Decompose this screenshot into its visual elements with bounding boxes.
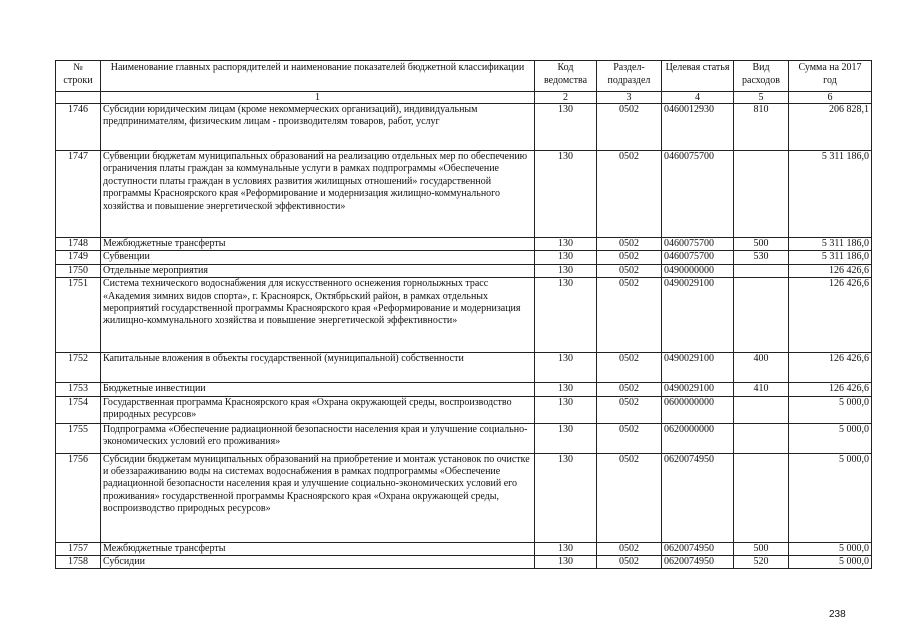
row-section: 0502 bbox=[597, 423, 662, 453]
row-target-article: 0490029100 bbox=[662, 353, 734, 383]
row-expense-type bbox=[734, 396, 789, 423]
row-number: 1757 bbox=[56, 542, 101, 555]
column-number-3: 3 bbox=[597, 92, 662, 104]
row-name: Бюджетные инвестиции bbox=[101, 383, 535, 396]
column-number-1: 1 bbox=[101, 92, 535, 104]
header-amount: Сумма на 2017 год bbox=[789, 61, 872, 92]
column-number-empty bbox=[56, 92, 101, 104]
row-section: 0502 bbox=[597, 396, 662, 423]
table-row bbox=[56, 251, 872, 264]
row-amount: 5 000,0 bbox=[789, 453, 872, 542]
row-name: Государственная программа Красноярского края «Охрана окружающей среды, воспроизводство природных ресурсов» bbox=[101, 396, 535, 423]
row-expense-type bbox=[734, 151, 789, 238]
header-department-code: Код ведомства bbox=[535, 61, 597, 92]
row-section: 0502 bbox=[597, 104, 662, 151]
row-amount: 5 311 186,0 bbox=[789, 251, 872, 264]
table-row bbox=[56, 423, 872, 453]
row-expense-type bbox=[734, 264, 789, 277]
row-department-code: 130 bbox=[535, 251, 597, 264]
row-name: Субсидии бюджетам муниципальных образований на приобретение и монтаж установок по очистке и обеззараживанию воды на системах водоснабжения в рамках подпрограммы «Обеспечение радиационной безопасности населения края и улучшение социально-экономических условий его проживания» государственной программы Красноярского края «Охрана окружающей среды, воспроизводство природных ресурсов» bbox=[101, 453, 535, 542]
header-row-number: № строки bbox=[56, 61, 101, 92]
header-target-article: Целевая статья bbox=[662, 61, 734, 92]
row-department-code: 130 bbox=[535, 423, 597, 453]
row-amount: 126 426,6 bbox=[789, 278, 872, 353]
table-row bbox=[56, 542, 872, 555]
row-number: 1749 bbox=[56, 251, 101, 264]
row-number: 1751 bbox=[56, 278, 101, 353]
row-target-article: 0460075700 bbox=[662, 151, 734, 238]
row-amount: 126 426,6 bbox=[789, 353, 872, 383]
row-target-article: 0620074950 bbox=[662, 542, 734, 555]
table-row bbox=[56, 151, 872, 238]
row-section: 0502 bbox=[597, 542, 662, 555]
table-body bbox=[56, 104, 872, 569]
column-number-2: 2 bbox=[535, 92, 597, 104]
row-target-article: 0460075700 bbox=[662, 251, 734, 264]
row-name: Межбюджетные трансферты bbox=[101, 238, 535, 251]
table-row bbox=[56, 104, 872, 151]
row-amount: 5 311 186,0 bbox=[789, 238, 872, 251]
row-target-article: 0460075700 bbox=[662, 238, 734, 251]
row-amount: 5 000,0 bbox=[789, 396, 872, 423]
row-name: Система технического водоснабжения для искусственного оснежения горнолыжных трасс «Академия зимних видов спорта», г. Красноярск, Октябрьский район, в рамках отдельных мероприятий государственной программы Красноярского края «Реформирование и модернизация жилищно-коммунального хозяйства и повышение энергетической эффективности» bbox=[101, 278, 535, 353]
column-numbers-row bbox=[56, 92, 872, 104]
table-header bbox=[56, 61, 872, 104]
table-row bbox=[56, 383, 872, 396]
row-number: 1758 bbox=[56, 556, 101, 569]
row-target-article: 0620074950 bbox=[662, 556, 734, 569]
row-number: 1746 bbox=[56, 104, 101, 151]
row-number: 1755 bbox=[56, 423, 101, 453]
header-expense-type: Вид расходов bbox=[734, 61, 789, 92]
row-expense-type bbox=[734, 278, 789, 353]
column-number-5: 5 bbox=[734, 92, 789, 104]
table-row bbox=[56, 556, 872, 569]
row-name: Субвенции бюджетам муниципальных образований на реализацию отдельных мер по обеспечению ограничения платы граждан за коммунальные услуги в рамках подпрограммы «Обеспечение доступности платы граждан в условиях развития жилищных отношений» государственной программы Красноярского края «Реформирование и модернизация жилищно-коммунального хозяйства и повышение энергетической эффективности» bbox=[101, 151, 535, 238]
header-section: Раздел- подраздел bbox=[597, 61, 662, 92]
row-number: 1756 bbox=[56, 453, 101, 542]
table-row bbox=[56, 396, 872, 423]
row-amount: 5 311 186,0 bbox=[789, 151, 872, 238]
row-amount: 5 000,0 bbox=[789, 542, 872, 555]
row-target-article: 0460012930 bbox=[662, 104, 734, 151]
row-name: Межбюджетные трансферты bbox=[101, 542, 535, 555]
row-number: 1754 bbox=[56, 396, 101, 423]
row-amount: 126 426,6 bbox=[789, 383, 872, 396]
row-section: 0502 bbox=[597, 151, 662, 238]
row-amount: 206 828,1 bbox=[789, 104, 872, 151]
row-target-article: 0620074950 bbox=[662, 453, 734, 542]
row-number: 1747 bbox=[56, 151, 101, 238]
row-department-code: 130 bbox=[535, 396, 597, 423]
header-name: Наименование главных распорядителей и наименование показателей бюджетной классификации bbox=[101, 61, 535, 92]
row-department-code: 130 bbox=[535, 151, 597, 238]
page-number: 238 bbox=[829, 609, 846, 620]
row-number: 1753 bbox=[56, 383, 101, 396]
row-section: 0502 bbox=[597, 238, 662, 251]
row-section: 0502 bbox=[597, 353, 662, 383]
table-row bbox=[56, 453, 872, 542]
row-section: 0502 bbox=[597, 264, 662, 277]
row-target-article: 0490029100 bbox=[662, 278, 734, 353]
row-department-code: 130 bbox=[535, 556, 597, 569]
row-expense-type: 400 bbox=[734, 353, 789, 383]
table-row bbox=[56, 353, 872, 383]
row-expense-type bbox=[734, 453, 789, 542]
row-target-article: 0490000000 bbox=[662, 264, 734, 277]
row-expense-type: 500 bbox=[734, 542, 789, 555]
row-department-code: 130 bbox=[535, 453, 597, 542]
row-number: 1750 bbox=[56, 264, 101, 277]
row-department-code: 130 bbox=[535, 104, 597, 151]
row-expense-type bbox=[734, 423, 789, 453]
row-name: Субвенции bbox=[101, 251, 535, 264]
budget-table bbox=[55, 60, 872, 569]
row-department-code: 130 bbox=[535, 542, 597, 555]
row-department-code: 130 bbox=[535, 264, 597, 277]
row-section: 0502 bbox=[597, 556, 662, 569]
row-section: 0502 bbox=[597, 453, 662, 542]
row-number: 1752 bbox=[56, 353, 101, 383]
row-target-article: 0620000000 bbox=[662, 423, 734, 453]
row-section: 0502 bbox=[597, 278, 662, 353]
row-name: Субсидии bbox=[101, 556, 535, 569]
row-department-code: 130 bbox=[535, 278, 597, 353]
row-expense-type: 410 bbox=[734, 383, 789, 396]
row-expense-type: 500 bbox=[734, 238, 789, 251]
row-amount: 5 000,0 bbox=[789, 556, 872, 569]
row-name: Капитальные вложения в объекты государственной (муниципальной) собственности bbox=[101, 353, 535, 383]
row-section: 0502 bbox=[597, 251, 662, 264]
row-number: 1748 bbox=[56, 238, 101, 251]
row-department-code: 130 bbox=[535, 383, 597, 396]
row-expense-type: 530 bbox=[734, 251, 789, 264]
row-name: Субсидии юридическим лицам (кроме некоммерческих организаций), индивидуальным предпринимателям, физическим лицам - производителям товаров, работ, услуг bbox=[101, 104, 535, 151]
row-expense-type: 520 bbox=[734, 556, 789, 569]
row-name: Подпрограмма «Обеспечение радиационной безопасности населения края и улучшение социально-экономических условий его проживания» bbox=[101, 423, 535, 453]
row-expense-type: 810 bbox=[734, 104, 789, 151]
table-row bbox=[56, 264, 872, 277]
row-department-code: 130 bbox=[535, 353, 597, 383]
table-row bbox=[56, 238, 872, 251]
row-name: Отдельные мероприятия bbox=[101, 264, 535, 277]
row-amount: 126 426,6 bbox=[789, 264, 872, 277]
row-department-code: 130 bbox=[535, 238, 597, 251]
column-number-4: 4 bbox=[662, 92, 734, 104]
column-number-6: 6 bbox=[789, 92, 872, 104]
table-row bbox=[56, 278, 872, 353]
row-amount: 5 000,0 bbox=[789, 423, 872, 453]
row-target-article: 0490029100 bbox=[662, 383, 734, 396]
row-section: 0502 bbox=[597, 383, 662, 396]
row-target-article: 0600000000 bbox=[662, 396, 734, 423]
